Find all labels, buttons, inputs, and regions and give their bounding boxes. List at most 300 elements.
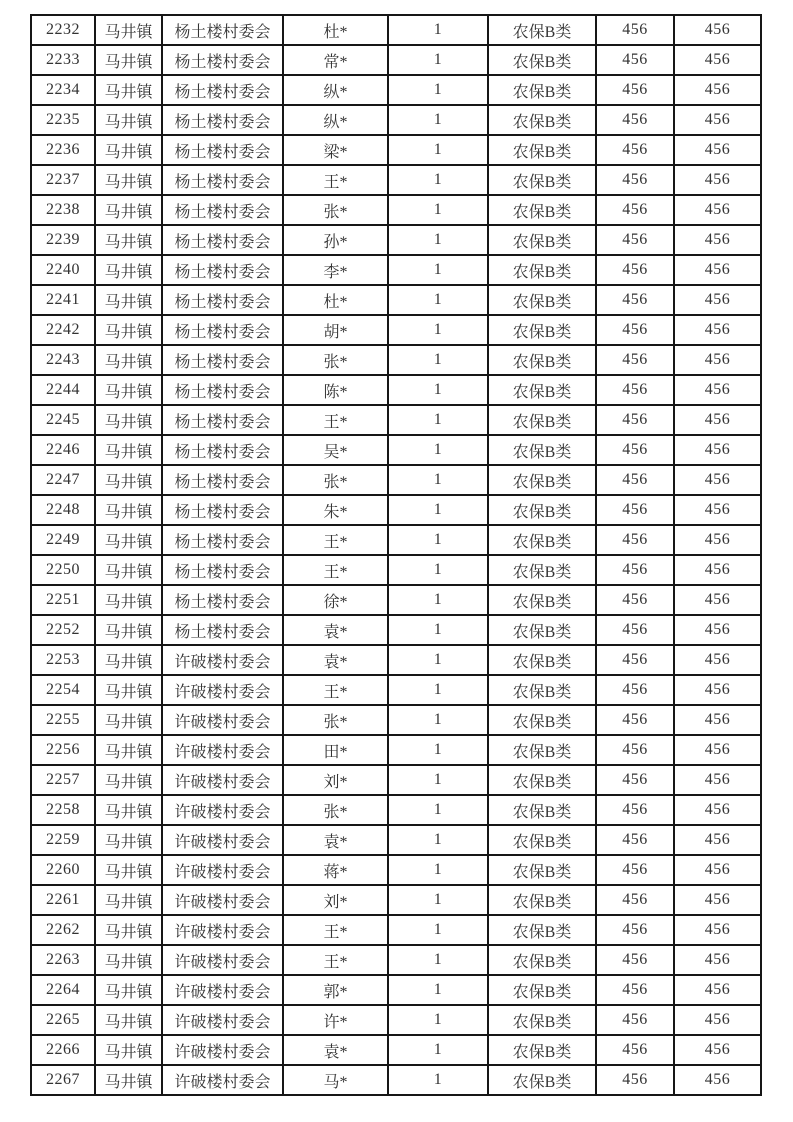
table-row [31, 375, 761, 405]
cell-insurance-category: 农保B类 [488, 165, 596, 195]
table-row [31, 615, 761, 645]
cell-village-committee: 杨土楼村委会 [162, 375, 283, 405]
cell-person-name: 田* [283, 735, 388, 765]
cell-count: 1 [388, 1035, 488, 1065]
cell-village-committee: 杨土楼村委会 [162, 495, 283, 525]
cell-amount-2: 456 [674, 765, 761, 795]
cell-insurance-category: 农保B类 [488, 105, 596, 135]
cell-amount-2: 456 [674, 1065, 761, 1095]
table-row [31, 885, 761, 915]
cell-insurance-category: 农保B类 [488, 525, 596, 555]
cell-insurance-category: 农保B类 [488, 585, 596, 615]
cell-serial-number: 2250 [31, 555, 95, 585]
table-row [31, 315, 761, 345]
cell-amount-2: 456 [674, 405, 761, 435]
table-row [31, 705, 761, 735]
cell-insurance-category: 农保B类 [488, 915, 596, 945]
cell-village-committee: 杨土楼村委会 [162, 285, 283, 315]
cell-amount-2: 456 [674, 225, 761, 255]
cell-amount-1: 456 [596, 915, 674, 945]
cell-insurance-category: 农保B类 [488, 285, 596, 315]
cell-village-committee: 许破楼村委会 [162, 855, 283, 885]
cell-count: 1 [388, 645, 488, 675]
cell-amount-2: 456 [674, 345, 761, 375]
cell-serial-number: 2232 [31, 15, 95, 45]
cell-town-name: 马井镇 [95, 585, 162, 615]
cell-serial-number: 2254 [31, 675, 95, 705]
cell-count: 1 [388, 195, 488, 225]
data-table [30, 14, 762, 1096]
table-row [31, 975, 761, 1005]
cell-town-name: 马井镇 [95, 255, 162, 285]
cell-amount-2: 456 [674, 795, 761, 825]
table-row [31, 45, 761, 75]
cell-person-name: 袁* [283, 1035, 388, 1065]
cell-serial-number: 2261 [31, 885, 95, 915]
cell-amount-1: 456 [596, 885, 674, 915]
cell-village-committee: 许破楼村委会 [162, 765, 283, 795]
cell-insurance-category: 农保B类 [488, 735, 596, 765]
cell-person-name: 张* [283, 345, 388, 375]
cell-insurance-category: 农保B类 [488, 225, 596, 255]
cell-amount-2: 456 [674, 135, 761, 165]
cell-insurance-category: 农保B类 [488, 1035, 596, 1065]
cell-insurance-category: 农保B类 [488, 675, 596, 705]
cell-count: 1 [388, 45, 488, 75]
table-row [31, 1005, 761, 1035]
cell-amount-1: 456 [596, 1065, 674, 1095]
cell-insurance-category: 农保B类 [488, 255, 596, 285]
cell-town-name: 马井镇 [95, 465, 162, 495]
cell-count: 1 [388, 225, 488, 255]
cell-amount-1: 456 [596, 765, 674, 795]
cell-person-name: 王* [283, 165, 388, 195]
cell-town-name: 马井镇 [95, 45, 162, 75]
table-row [31, 645, 761, 675]
cell-count: 1 [388, 135, 488, 165]
table-row [31, 675, 761, 705]
cell-village-committee: 杨土楼村委会 [162, 105, 283, 135]
cell-serial-number: 2243 [31, 345, 95, 375]
cell-amount-2: 456 [674, 615, 761, 645]
cell-serial-number: 2256 [31, 735, 95, 765]
cell-person-name: 朱* [283, 495, 388, 525]
cell-serial-number: 2258 [31, 795, 95, 825]
cell-insurance-category: 农保B类 [488, 885, 596, 915]
cell-amount-2: 456 [674, 15, 761, 45]
table-row [31, 555, 761, 585]
cell-serial-number: 2239 [31, 225, 95, 255]
cell-insurance-category: 农保B类 [488, 135, 596, 165]
table-row [31, 915, 761, 945]
cell-amount-1: 456 [596, 435, 674, 465]
cell-amount-2: 456 [674, 75, 761, 105]
table-row [31, 195, 761, 225]
cell-amount-1: 456 [596, 405, 674, 435]
cell-count: 1 [388, 75, 488, 105]
cell-town-name: 马井镇 [95, 15, 162, 45]
cell-person-name: 王* [283, 945, 388, 975]
cell-serial-number: 2252 [31, 615, 95, 645]
cell-person-name: 张* [283, 465, 388, 495]
cell-amount-1: 456 [596, 225, 674, 255]
cell-serial-number: 2260 [31, 855, 95, 885]
cell-amount-1: 456 [596, 375, 674, 405]
cell-insurance-category: 农保B类 [488, 75, 596, 105]
table-row [31, 795, 761, 825]
table-body [31, 15, 761, 1095]
cell-person-name: 王* [283, 915, 388, 945]
table-row [31, 435, 761, 465]
cell-count: 1 [388, 735, 488, 765]
cell-insurance-category: 农保B类 [488, 1005, 596, 1035]
cell-amount-2: 456 [674, 195, 761, 225]
cell-amount-1: 456 [596, 285, 674, 315]
cell-count: 1 [388, 255, 488, 285]
cell-amount-1: 456 [596, 555, 674, 585]
cell-town-name: 马井镇 [95, 975, 162, 1005]
cell-village-committee: 杨土楼村委会 [162, 75, 283, 105]
cell-amount-1: 456 [596, 645, 674, 675]
cell-serial-number: 2259 [31, 825, 95, 855]
cell-amount-1: 456 [596, 795, 674, 825]
cell-person-name: 徐* [283, 585, 388, 615]
table-row [31, 825, 761, 855]
cell-serial-number: 2262 [31, 915, 95, 945]
cell-amount-2: 456 [674, 105, 761, 135]
cell-town-name: 马井镇 [95, 165, 162, 195]
cell-insurance-category: 农保B类 [488, 615, 596, 645]
cell-count: 1 [388, 435, 488, 465]
cell-amount-2: 456 [674, 585, 761, 615]
cell-person-name: 王* [283, 405, 388, 435]
cell-amount-2: 456 [674, 495, 761, 525]
cell-amount-1: 456 [596, 855, 674, 885]
cell-town-name: 马井镇 [95, 1035, 162, 1065]
cell-serial-number: 2253 [31, 645, 95, 675]
table-row [31, 945, 761, 975]
cell-person-name: 陈* [283, 375, 388, 405]
table-row [31, 345, 761, 375]
cell-serial-number: 2244 [31, 375, 95, 405]
cell-village-committee: 许破楼村委会 [162, 735, 283, 765]
cell-person-name: 李* [283, 255, 388, 285]
cell-village-committee: 许破楼村委会 [162, 885, 283, 915]
cell-insurance-category: 农保B类 [488, 945, 596, 975]
cell-village-committee: 杨土楼村委会 [162, 15, 283, 45]
cell-village-committee: 杨土楼村委会 [162, 315, 283, 345]
table-row [31, 225, 761, 255]
cell-insurance-category: 农保B类 [488, 465, 596, 495]
cell-town-name: 马井镇 [95, 375, 162, 405]
cell-town-name: 马井镇 [95, 945, 162, 975]
table-row [31, 165, 761, 195]
cell-count: 1 [388, 615, 488, 645]
cell-serial-number: 2238 [31, 195, 95, 225]
cell-amount-1: 456 [596, 705, 674, 735]
cell-amount-1: 456 [596, 465, 674, 495]
cell-amount-1: 456 [596, 75, 674, 105]
cell-amount-2: 456 [674, 375, 761, 405]
table-row [31, 135, 761, 165]
cell-serial-number: 2241 [31, 285, 95, 315]
cell-town-name: 马井镇 [95, 1065, 162, 1095]
cell-insurance-category: 农保B类 [488, 645, 596, 675]
cell-amount-2: 456 [674, 255, 761, 285]
cell-village-committee: 杨土楼村委会 [162, 435, 283, 465]
cell-village-committee: 杨土楼村委会 [162, 45, 283, 75]
cell-insurance-category: 农保B类 [488, 15, 596, 45]
cell-person-name: 刘* [283, 885, 388, 915]
cell-person-name: 许* [283, 1005, 388, 1035]
cell-person-name: 袁* [283, 615, 388, 645]
cell-count: 1 [388, 1065, 488, 1095]
cell-town-name: 马井镇 [95, 1005, 162, 1035]
cell-person-name: 杜* [283, 15, 388, 45]
cell-serial-number: 2251 [31, 585, 95, 615]
cell-town-name: 马井镇 [95, 525, 162, 555]
cell-amount-1: 456 [596, 165, 674, 195]
table-row [31, 75, 761, 105]
cell-amount-1: 456 [596, 315, 674, 345]
cell-town-name: 马井镇 [95, 765, 162, 795]
cell-village-committee: 许破楼村委会 [162, 945, 283, 975]
cell-insurance-category: 农保B类 [488, 1065, 596, 1095]
cell-count: 1 [388, 465, 488, 495]
cell-person-name: 张* [283, 795, 388, 825]
cell-town-name: 马井镇 [95, 285, 162, 315]
cell-count: 1 [388, 165, 488, 195]
cell-village-committee: 许破楼村委会 [162, 915, 283, 945]
cell-count: 1 [388, 795, 488, 825]
cell-amount-2: 456 [674, 45, 761, 75]
cell-amount-2: 456 [674, 525, 761, 555]
cell-amount-2: 456 [674, 915, 761, 945]
cell-amount-2: 456 [674, 285, 761, 315]
cell-amount-2: 456 [674, 825, 761, 855]
cell-insurance-category: 农保B类 [488, 705, 596, 735]
table-row [31, 735, 761, 765]
cell-amount-1: 456 [596, 135, 674, 165]
cell-amount-1: 456 [596, 15, 674, 45]
cell-village-committee: 许破楼村委会 [162, 1005, 283, 1035]
cell-amount-1: 456 [596, 1035, 674, 1065]
cell-amount-2: 456 [674, 315, 761, 345]
cell-count: 1 [388, 315, 488, 345]
cell-person-name: 常* [283, 45, 388, 75]
cell-town-name: 马井镇 [95, 135, 162, 165]
cell-serial-number: 2233 [31, 45, 95, 75]
cell-village-committee: 杨土楼村委会 [162, 135, 283, 165]
cell-serial-number: 2249 [31, 525, 95, 555]
cell-serial-number: 2234 [31, 75, 95, 105]
cell-serial-number: 2240 [31, 255, 95, 285]
cell-count: 1 [388, 675, 488, 705]
table-row [31, 465, 761, 495]
cell-town-name: 马井镇 [95, 855, 162, 885]
cell-amount-2: 456 [674, 735, 761, 765]
cell-person-name: 蒋* [283, 855, 388, 885]
cell-serial-number: 2266 [31, 1035, 95, 1065]
cell-insurance-category: 农保B类 [488, 315, 596, 345]
cell-person-name: 郭* [283, 975, 388, 1005]
cell-town-name: 马井镇 [95, 915, 162, 945]
cell-person-name: 吴* [283, 435, 388, 465]
cell-amount-2: 456 [674, 675, 761, 705]
cell-town-name: 马井镇 [95, 105, 162, 135]
cell-amount-2: 456 [674, 705, 761, 735]
cell-village-committee: 杨土楼村委会 [162, 165, 283, 195]
table-row [31, 765, 761, 795]
cell-town-name: 马井镇 [95, 195, 162, 225]
cell-town-name: 马井镇 [95, 435, 162, 465]
cell-village-committee: 许破楼村委会 [162, 705, 283, 735]
cell-amount-1: 456 [596, 495, 674, 525]
cell-insurance-category: 农保B类 [488, 435, 596, 465]
cell-amount-1: 456 [596, 195, 674, 225]
cell-amount-2: 456 [674, 465, 761, 495]
cell-village-committee: 杨土楼村委会 [162, 225, 283, 255]
cell-insurance-category: 农保B类 [488, 495, 596, 525]
cell-village-committee: 杨土楼村委会 [162, 465, 283, 495]
cell-amount-2: 456 [674, 555, 761, 585]
cell-count: 1 [388, 495, 488, 525]
cell-town-name: 马井镇 [95, 885, 162, 915]
table-row [31, 855, 761, 885]
cell-village-committee: 杨土楼村委会 [162, 615, 283, 645]
cell-insurance-category: 农保B类 [488, 555, 596, 585]
cell-amount-1: 456 [596, 615, 674, 645]
cell-village-committee: 杨土楼村委会 [162, 585, 283, 615]
cell-village-committee: 许破楼村委会 [162, 645, 283, 675]
cell-count: 1 [388, 915, 488, 945]
cell-serial-number: 2246 [31, 435, 95, 465]
cell-serial-number: 2265 [31, 1005, 95, 1035]
cell-amount-1: 456 [596, 825, 674, 855]
cell-town-name: 马井镇 [95, 315, 162, 345]
cell-village-committee: 杨土楼村委会 [162, 405, 283, 435]
cell-count: 1 [388, 1005, 488, 1035]
cell-amount-2: 456 [674, 435, 761, 465]
cell-amount-1: 456 [596, 105, 674, 135]
cell-person-name: 王* [283, 555, 388, 585]
cell-village-committee: 杨土楼村委会 [162, 195, 283, 225]
table-row [31, 1065, 761, 1095]
cell-town-name: 马井镇 [95, 615, 162, 645]
cell-town-name: 马井镇 [95, 645, 162, 675]
cell-amount-1: 456 [596, 675, 674, 705]
cell-insurance-category: 农保B类 [488, 975, 596, 1005]
cell-village-committee: 许破楼村委会 [162, 675, 283, 705]
cell-person-name: 袁* [283, 645, 388, 675]
cell-insurance-category: 农保B类 [488, 375, 596, 405]
cell-serial-number: 2267 [31, 1065, 95, 1095]
cell-serial-number: 2236 [31, 135, 95, 165]
cell-count: 1 [388, 15, 488, 45]
cell-person-name: 梁* [283, 135, 388, 165]
cell-person-name: 孙* [283, 225, 388, 255]
cell-amount-2: 456 [674, 165, 761, 195]
cell-village-committee: 许破楼村委会 [162, 975, 283, 1005]
cell-count: 1 [388, 105, 488, 135]
table-row [31, 15, 761, 45]
cell-insurance-category: 农保B类 [488, 855, 596, 885]
cell-insurance-category: 农保B类 [488, 345, 596, 375]
table-row [31, 105, 761, 135]
cell-serial-number: 2263 [31, 945, 95, 975]
cell-serial-number: 2255 [31, 705, 95, 735]
table-row [31, 585, 761, 615]
cell-town-name: 马井镇 [95, 825, 162, 855]
cell-count: 1 [388, 585, 488, 615]
cell-count: 1 [388, 285, 488, 315]
cell-count: 1 [388, 765, 488, 795]
cell-person-name: 纵* [283, 75, 388, 105]
cell-village-committee: 杨土楼村委会 [162, 525, 283, 555]
cell-insurance-category: 农保B类 [488, 825, 596, 855]
cell-serial-number: 2257 [31, 765, 95, 795]
cell-person-name: 纵* [283, 105, 388, 135]
cell-amount-2: 456 [674, 885, 761, 915]
cell-amount-1: 456 [596, 345, 674, 375]
cell-town-name: 马井镇 [95, 225, 162, 255]
cell-town-name: 马井镇 [95, 675, 162, 705]
cell-town-name: 马井镇 [95, 705, 162, 735]
cell-count: 1 [388, 705, 488, 735]
cell-amount-1: 456 [596, 945, 674, 975]
cell-count: 1 [388, 555, 488, 585]
cell-insurance-category: 农保B类 [488, 405, 596, 435]
cell-count: 1 [388, 885, 488, 915]
cell-village-committee: 许破楼村委会 [162, 1035, 283, 1065]
cell-serial-number: 2235 [31, 105, 95, 135]
cell-village-committee: 杨土楼村委会 [162, 255, 283, 285]
cell-person-name: 王* [283, 675, 388, 705]
cell-serial-number: 2247 [31, 465, 95, 495]
cell-amount-2: 456 [674, 855, 761, 885]
cell-serial-number: 2242 [31, 315, 95, 345]
cell-town-name: 马井镇 [95, 795, 162, 825]
cell-person-name: 王* [283, 525, 388, 555]
cell-person-name: 刘* [283, 765, 388, 795]
cell-serial-number: 2245 [31, 405, 95, 435]
cell-person-name: 马* [283, 1065, 388, 1095]
cell-town-name: 马井镇 [95, 405, 162, 435]
cell-insurance-category: 农保B类 [488, 795, 596, 825]
cell-amount-2: 456 [674, 1005, 761, 1035]
cell-person-name: 张* [283, 195, 388, 225]
cell-amount-1: 456 [596, 255, 674, 285]
cell-town-name: 马井镇 [95, 735, 162, 765]
cell-town-name: 马井镇 [95, 75, 162, 105]
cell-town-name: 马井镇 [95, 345, 162, 375]
cell-amount-1: 456 [596, 1005, 674, 1035]
cell-person-name: 张* [283, 705, 388, 735]
cell-count: 1 [388, 525, 488, 555]
cell-village-committee: 许破楼村委会 [162, 825, 283, 855]
cell-village-committee: 杨土楼村委会 [162, 555, 283, 585]
cell-insurance-category: 农保B类 [488, 195, 596, 225]
cell-amount-1: 456 [596, 585, 674, 615]
cell-insurance-category: 农保B类 [488, 45, 596, 75]
cell-amount-2: 456 [674, 645, 761, 675]
table-row [31, 495, 761, 525]
table-row [31, 255, 761, 285]
table-row [31, 1035, 761, 1065]
cell-count: 1 [388, 375, 488, 405]
cell-amount-1: 456 [596, 525, 674, 555]
cell-amount-2: 456 [674, 975, 761, 1005]
